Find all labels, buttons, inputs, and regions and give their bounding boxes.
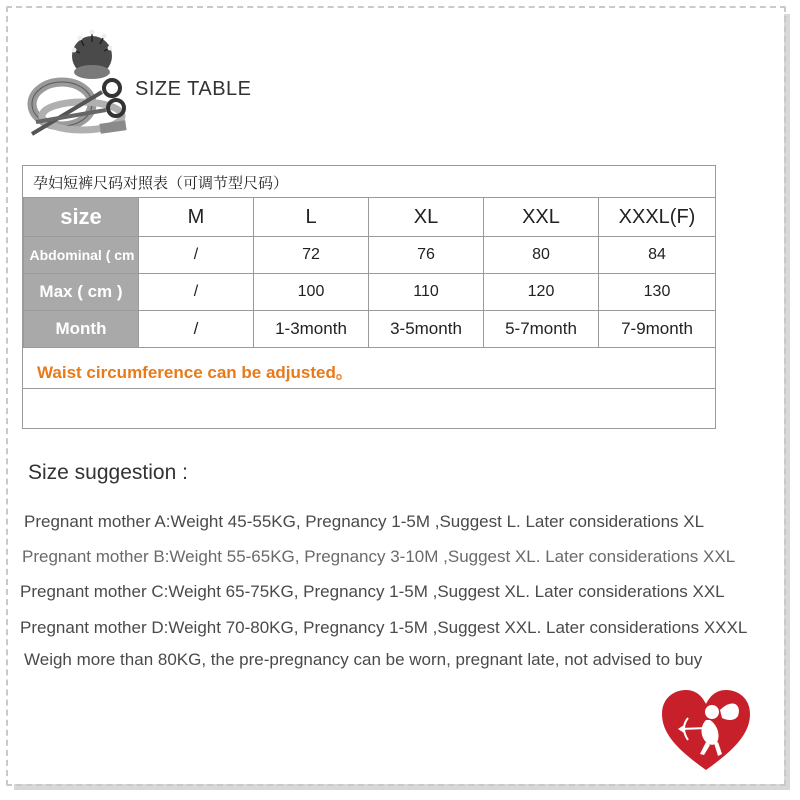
suggestion-title: Size suggestion : [28, 461, 188, 484]
table-cell: 3-5month [369, 311, 484, 348]
suggestion-line: Pregnant mother C:Weight 65-75KG, Pregnancy 1-5M ,Suggest XL. Later considerations XXL [20, 582, 725, 601]
table-cell: 72 [254, 237, 369, 274]
suggestion-line: Pregnant mother A:Weight 45-55KG, Pregnancy 1-5M ,Suggest L. Later considerations XL [24, 512, 705, 531]
page-title: SIZE TABLE [135, 78, 252, 100]
suggestion-line: Pregnant mother B:Weight 55-65KG, Pregnancy 3-10M ,Suggest XL. Later considerations XXL [22, 547, 736, 566]
table-row [24, 311, 716, 348]
table-cell: 76 [369, 237, 484, 274]
table-cell: 100 [254, 274, 369, 311]
table-cell: 120 [484, 274, 599, 311]
table-cell: / [139, 311, 254, 348]
size-table-box [22, 165, 716, 429]
row-header-abdominal: Abdominal ( cm [24, 237, 139, 274]
table-cell: 84 [599, 237, 716, 274]
cupid-heart-icon [660, 688, 752, 772]
row-header-month: Month [24, 311, 139, 348]
sewing-tools-icon [22, 26, 132, 138]
waist-note: Waist circumference can be adjusted。 [37, 363, 353, 382]
table-cell: / [139, 274, 254, 311]
table-cell: 110 [369, 274, 484, 311]
table-cell: 5-7month [484, 311, 599, 348]
size-header-xxxl: XXXL(F) [599, 198, 716, 237]
table-row [24, 274, 716, 311]
size-header-xl: XL [369, 198, 484, 237]
suggestion-line: Weigh more than 80KG, the pre-pregnancy can be worn, pregnant late, not advised to buy [24, 650, 703, 669]
table-cell: 1-3month [254, 311, 369, 348]
table-cell: 80 [484, 237, 599, 274]
table-cell: / [139, 237, 254, 274]
divider [23, 388, 715, 389]
size-header-m: M [139, 198, 254, 237]
size-header-l: L [254, 198, 369, 237]
size-table [23, 197, 716, 348]
row-header-size: size [24, 198, 139, 237]
table-caption: 孕妇短裤尺码对照表（可调节型尺码） [33, 175, 289, 192]
table-cell: 130 [599, 274, 716, 311]
table-row [24, 237, 716, 274]
table-row [24, 198, 716, 237]
row-header-max: Max ( cm ) [24, 274, 139, 311]
table-cell: 7-9month [599, 311, 716, 348]
size-header-xxl: XXL [484, 198, 599, 237]
suggestion-line: Pregnant mother D:Weight 70-80KG, Pregnancy 1-5M ,Suggest XXL. Later considerations XXXL [20, 618, 748, 637]
